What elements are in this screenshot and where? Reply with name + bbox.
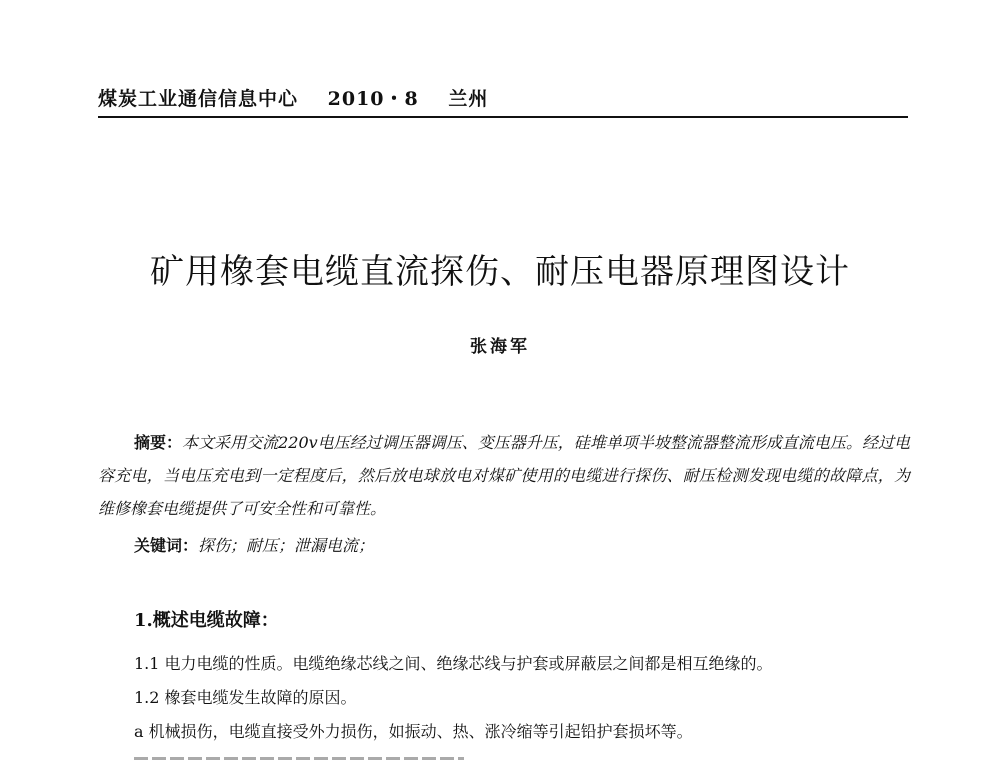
abstract-label: 摘要： — [134, 433, 183, 452]
paper-title: 矿用橡套电缆直流探伤、耐压电器原理图设计 — [150, 252, 850, 292]
paragraph-1-1: 1.1 电力电缆的性质。电缆绝缘芯线之间、绝缘芯线与护套或屏蔽层之间都是相互绝缘的。 — [134, 654, 773, 673]
header-org: 煤炭工业通信信息中心 — [98, 88, 299, 110]
paragraph-1-2: 1.2 橡套电缆发生故障的原因。 — [134, 688, 357, 707]
cut-off-text-line — [134, 752, 464, 760]
keywords-text: 探伤；耐压；泄漏电流； — [198, 536, 375, 555]
header-rule — [98, 116, 908, 118]
paper-author: 张海军 — [470, 337, 530, 357]
keywords — [134, 533, 374, 556]
section-heading: 1.概述电缆故障： — [134, 610, 279, 631]
running-header — [98, 84, 908, 111]
abstract-text: 本文采用交流220v电压经过调压器调压、变压器升压，硅堆单项半坡整流器整流形成直流电压。经过电容充电，当电压充电到一定程度后，然后放电球放电对煤矿使用的电缆进行探伤、耐压检测发现电缆的故障点，为维修橡套电缆提供了可安全性和可靠性。 — [98, 433, 910, 518]
header-date: 2010・8 — [327, 88, 419, 110]
header-city: 兰州 — [448, 88, 489, 110]
keywords-label: 关键词： — [134, 536, 199, 555]
abstract — [98, 426, 910, 525]
paragraph-a: a 机械损伤，电缆直接受外力损伤，如振动、热、涨冷缩等引起铅护套损坏等。 — [134, 722, 693, 741]
